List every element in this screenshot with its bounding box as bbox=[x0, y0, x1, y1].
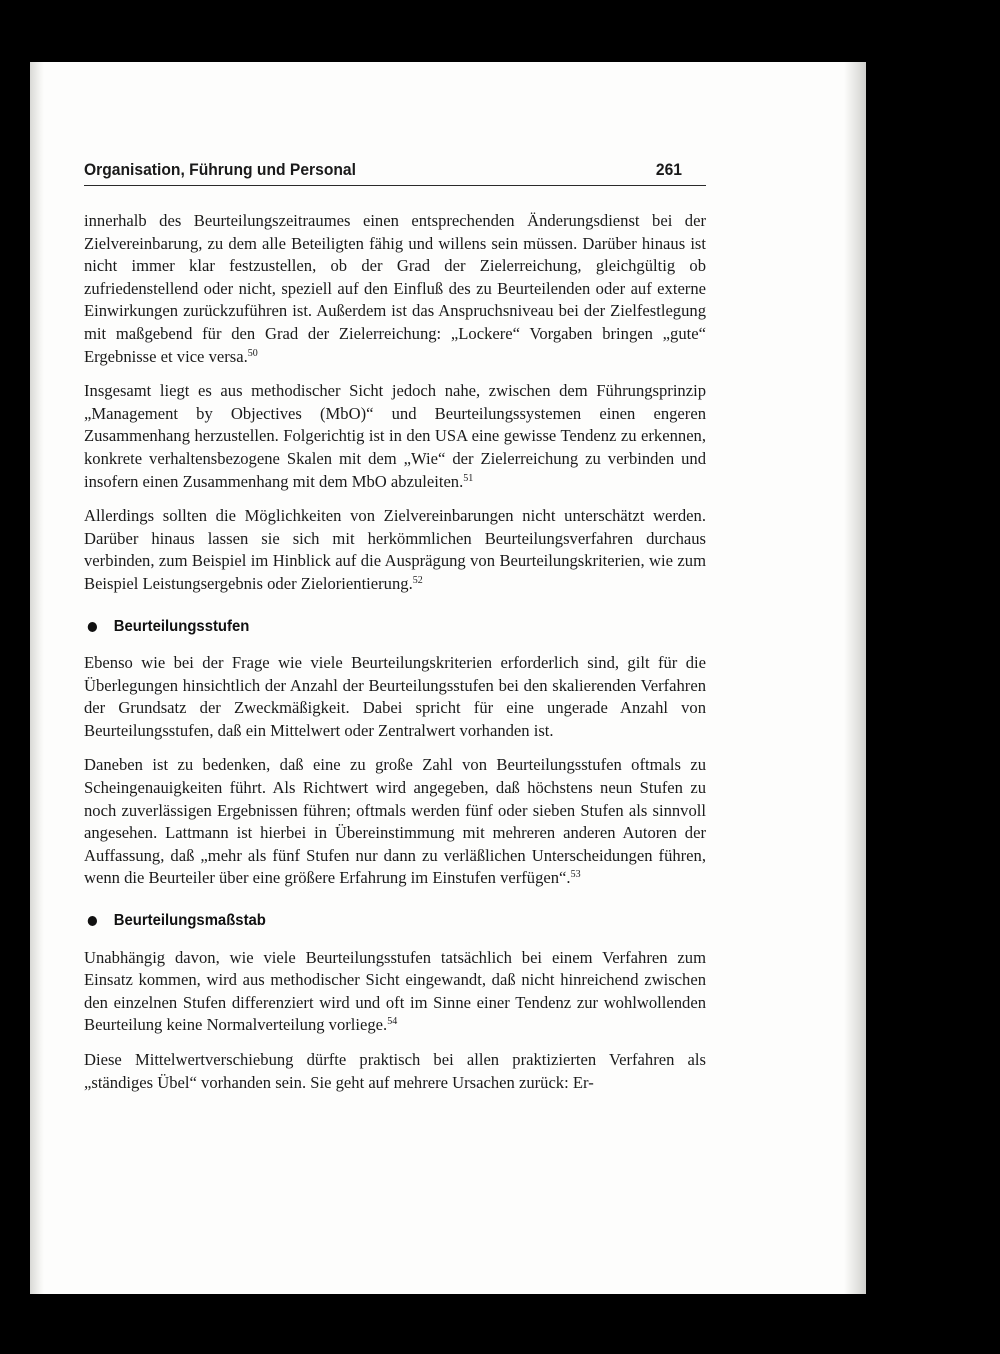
running-header bbox=[84, 160, 682, 180]
section-heading bbox=[84, 616, 662, 639]
page-edge-left bbox=[30, 62, 44, 1294]
page-number: 261 bbox=[655, 160, 682, 179]
paragraph bbox=[84, 380, 706, 493]
footnote-ref: 54 bbox=[387, 1016, 398, 1028]
paragraph bbox=[84, 505, 706, 595]
footnote-ref: 53 bbox=[570, 869, 581, 881]
paragraph bbox=[84, 652, 706, 742]
paragraph bbox=[84, 1049, 706, 1094]
paragraph-text: innerhalb des Beurteilungszeitraumes einen entsprechenden Änderungsdienst bei der Zielvereinbarung, zu dem alle Beteiligten fähig und willens sein müssen. Darüber hinaus ist nicht immer klar festzustellen, ob der Grad der Zielerreichung, gleichgültig ob zufriedenstellend oder nicht, speziell auf den Einfluß des zu Beurteilenden oder auf externe Einwirkungen zurückzuführen ist. Außerdem ist das Anspruchsniveau bei der Zielfestlegung mit maßgebend für den Grad der Zielerreichung: „Lockere“ Vorgaben bringen „gute“ Ergebnisse et vice versa. bbox=[84, 211, 706, 366]
section-heading-text: Beurteilungsstufen bbox=[113, 617, 250, 635]
bullet-icon bbox=[88, 622, 97, 632]
paragraph-text: Ebenso wie bei der Frage wie viele Beurteilungskriterien erforderlich sind, gilt für die Überlegungen hinsichtlich der Anzahl der Beurteilungsstufen bei den skalierenden Verfahren der Grundsatz der Zweckmäßigkeit. Dabei spricht für eine ungerade Anzahl von Beurteilungsstufen, daß ein Mittelwert oder Zentralwert vorhanden ist. bbox=[84, 653, 706, 740]
book-page bbox=[30, 62, 866, 1294]
bullet-icon bbox=[88, 916, 97, 926]
paragraph-text: Insgesamt liegt es aus methodischer Sicht jedoch nahe, zwischen dem Führungsprinzip „Management by Objectives (MbO)“ und Beurteilungssystemen einen engeren Zusammenhang herzustellen. Folgerichtig ist in den USA eine gewisse Tendenz zu erkennen, konkrete verhaltensbezogene Skalen mit dem „Wie“ der Zielerreichung zu verbinden und insofern einen Zusammenhang mit dem MbO abzuleiten. bbox=[84, 381, 706, 491]
section-heading bbox=[84, 910, 662, 933]
section-heading-text: Beurteilungsmaßstab bbox=[113, 912, 266, 930]
paragraph-text: Unabhängig davon, wie viele Beurteilungsstufen tatsächlich bei einem Verfahren zum Einsatz kommen, wird aus methodischer Sicht eingewandt, daß nicht hinreichend zwischen den einzelnen Stufen differenziert wird und oft im Sinne einer Tendenz zur wohlwollenden Beurteilung keine Normalverteilung vorliege. bbox=[84, 947, 706, 1035]
page-edge-right bbox=[844, 62, 866, 1294]
paragraph-text: Diese Mittelwertverschiebung dürfte praktisch bei allen praktizierten Verfahren als „ständiges Übel“ vorhanden sein. Sie geht auf mehrere Ursachen zurück: Er- bbox=[84, 1050, 706, 1092]
paragraph bbox=[84, 947, 706, 1037]
paragraph-text: Allerdings sollten die Möglichkeiten von Zielvereinbarungen nicht unterschätzt werden. Darüber hinaus lassen sie sich mit herkömmlichen Beurteilungsverfahren durchaus verbinden, zum Beispiel im Hinblick auf die Ausprägung von Beurteilungskriterien, wie zum Beispiel Leistungsergebnis oder Zielorientierung. bbox=[84, 506, 706, 593]
paragraph-text: Daneben ist zu bedenken, daß eine zu große Zahl von Beurteilungsstufen oftmals zu Scheingenauigkeiten führt. Als Richtwert wird angegeben, daß höchstens neun Stufen zu noch zuverlässigen Ergebnissen führen; oftmals werden fünf oder sieben Stufen als sinnvoll angesehen. Lattmann ist hierbei in Übereinstimmung mit mehreren anderen Autoren der Auffassung, daß „mehr als fünf Stufen nur dann zu verläßlichen Unterscheidungen führen, wenn die Beurteiler über eine größere Erfahrung im Einstufen verfügen“. bbox=[84, 755, 706, 888]
footnote-ref: 52 bbox=[412, 574, 423, 586]
running-header-title: Organisation, Führung und Personal bbox=[84, 160, 356, 179]
footnote-ref: 50 bbox=[247, 347, 258, 359]
paragraph bbox=[84, 210, 706, 368]
page-body bbox=[84, 210, 706, 1094]
paragraph bbox=[84, 754, 706, 890]
footnote-ref: 51 bbox=[463, 472, 474, 484]
header-rule bbox=[84, 185, 706, 186]
